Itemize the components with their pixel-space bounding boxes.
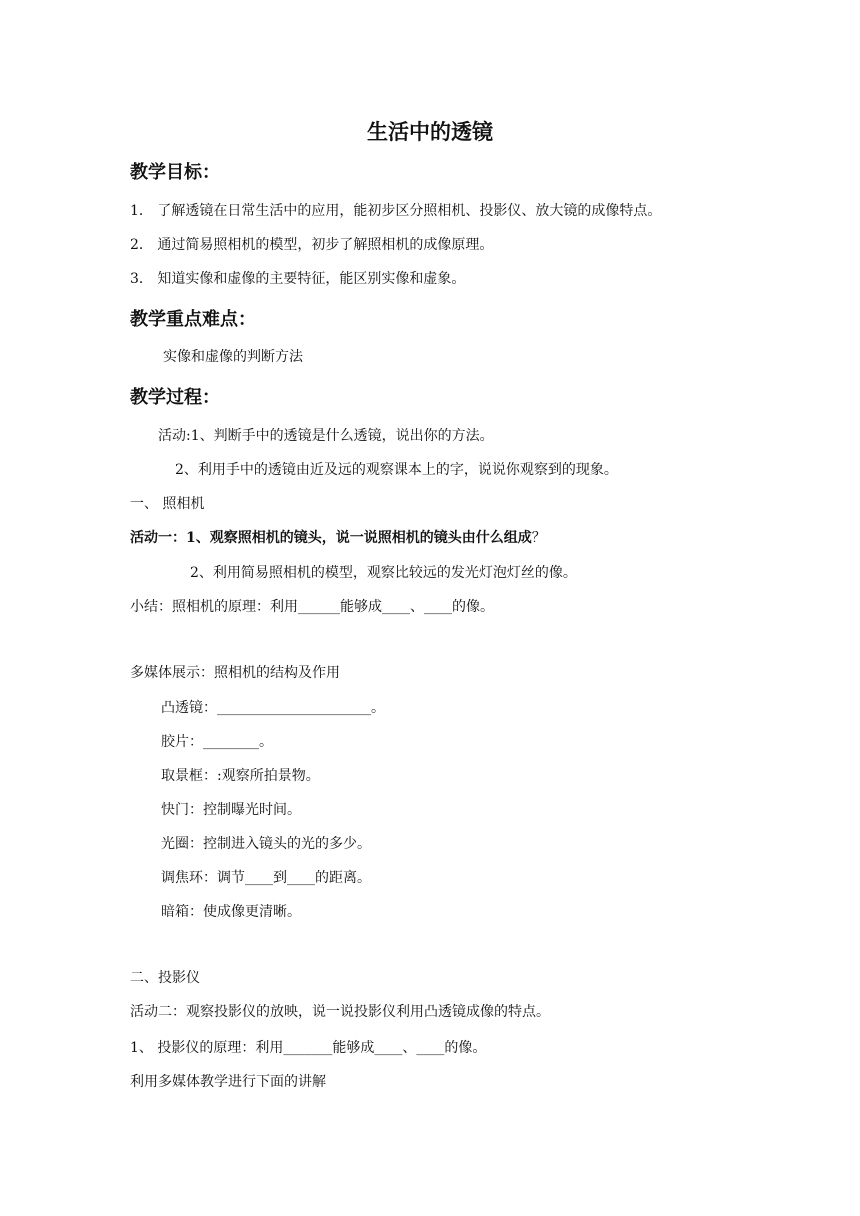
camera-part-dark-box: 暗箱：使成像更清晰。 [161, 904, 301, 920]
projector-section-heading: 二、投影仪 [130, 970, 200, 986]
camera-part-focus-ring: 调焦环：调节____到____的距离。 [161, 870, 371, 886]
goal-item-1: 1． 了解透镜在日常生活中的应用，能初步区分照相机、投影仪、放大镜的成像特点。 [130, 203, 662, 219]
activity-two: 活动二：观察投影仪的放映，说一说投影仪利用凸透镜成像的特点。 [130, 1004, 550, 1020]
camera-summary: 小结：照相机的原理：利用______能够成____、____的像。 [130, 599, 494, 615]
activity-one-question-mark: ？ [531, 530, 546, 546]
camera-part-lens: 凸透镜：______________________。 [161, 700, 385, 716]
multimedia-display: 多媒体展示：照相机的结构及作用 [130, 665, 340, 681]
camera-section-heading: 一、 照相机 [130, 496, 205, 512]
activity-intro-2: 2、利用手中的透镜由近及远的观察课本上的字，说说你观察到的现象。 [175, 462, 618, 478]
page-title: 生活中的透镜 [367, 120, 493, 144]
activity-intro-1: 活动:1、判断手中的透镜是什么透镜，说出你的方法。 [158, 428, 494, 444]
camera-part-aperture: 光圈：控制进入镜头的光的多少。 [161, 836, 371, 852]
key-points-text: 实像和虚像的判断方法 [163, 349, 303, 365]
camera-part-viewfinder: 取景框：:观察所拍景物。 [161, 768, 320, 784]
projector-principle: 1、 投影仪的原理：利用_______能够成____、____的像。 [130, 1040, 487, 1056]
goal-item-2: 2． 通过简易照相机的模型，初步了解照相机的成像原理。 [130, 237, 494, 253]
multimedia-lecture-note: 利用多媒体教学进行下面的讲解 [130, 1074, 326, 1090]
camera-part-shutter: 快门：控制曝光时间。 [161, 802, 301, 818]
goals-heading: 教学目标： [130, 162, 220, 183]
activity-one [130, 528, 546, 548]
goal-item-3: 3． 知道实像和虚像的主要特征，能区别实像和虚象。 [130, 271, 466, 287]
camera-part-film: 胶片：________。 [161, 734, 273, 750]
activity-one-item-2: 2、利用简易照相机的模型，观察比较远的发光灯泡灯丝的像。 [190, 565, 577, 581]
key-points-heading: 教学重点难点： [130, 309, 256, 330]
activity-one-bold-text: 活动一：1、观察照相机的镜头，说一说照相机的镜头由什么组成 [130, 530, 532, 546]
process-heading: 教学过程： [130, 387, 220, 408]
